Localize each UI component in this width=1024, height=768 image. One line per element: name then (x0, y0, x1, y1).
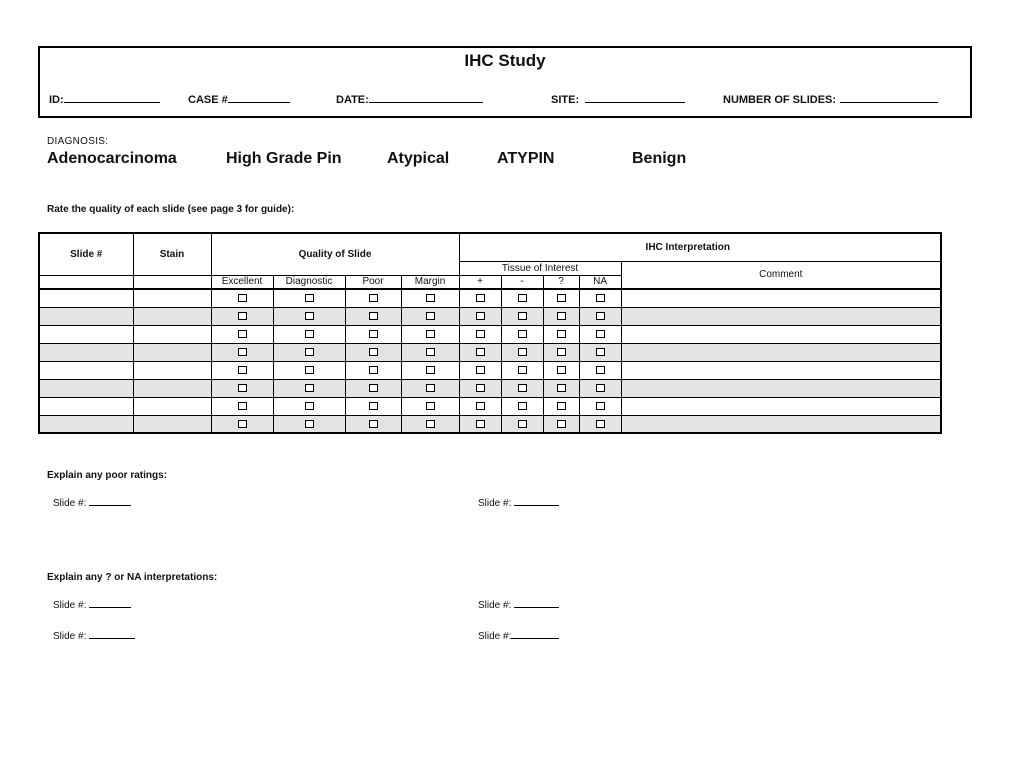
poor-cell (345, 307, 401, 325)
excellent-cell (211, 289, 273, 307)
uncertain-checkbox[interactable] (557, 366, 566, 374)
na-cell (579, 379, 621, 397)
date-field[interactable] (336, 92, 483, 106)
excellent-header: Excellent (211, 275, 273, 289)
excellent-cell (211, 397, 273, 415)
comment-cell[interactable] (621, 415, 941, 433)
stain-header: Stain (133, 233, 211, 275)
ihc-interpretation-header: IHC Interpretation (459, 233, 941, 261)
comment-cell[interactable] (621, 289, 941, 307)
na-cell (579, 415, 621, 433)
excellent-cell (211, 325, 273, 343)
negative-cell (501, 397, 543, 415)
margin-checkbox[interactable] (426, 348, 435, 356)
diagnosis-option-atypin[interactable]: ATYPIN (497, 150, 555, 167)
slide-number-cell[interactable] (39, 307, 133, 325)
case-label: CASE # (188, 94, 228, 106)
table-row (39, 415, 941, 433)
diagnostic-cell (273, 307, 345, 325)
uncertain-checkbox[interactable] (557, 330, 566, 338)
poor-checkbox[interactable] (369, 402, 378, 410)
margin-cell (401, 361, 459, 379)
case-field[interactable] (188, 92, 290, 106)
diagnostic-cell (273, 361, 345, 379)
na-cell (579, 307, 621, 325)
site-label: SITE: (551, 94, 580, 106)
margin-cell (401, 325, 459, 343)
positive-checkbox[interactable] (476, 294, 485, 302)
poor-slide-field-1[interactable] (53, 496, 131, 509)
number-of-slides-label: NUMBER OF SLIDES: (723, 94, 837, 106)
margin-cell (401, 307, 459, 325)
poor-cell (345, 397, 401, 415)
na-cell (579, 397, 621, 415)
uncertain-cell (543, 361, 579, 379)
margin-cell (401, 343, 459, 361)
stain-cell[interactable] (133, 397, 211, 415)
negative-checkbox[interactable] (518, 348, 527, 356)
na-checkbox[interactable] (596, 366, 605, 374)
slide-number-header-cont (39, 275, 133, 289)
diagnostic-checkbox[interactable] (305, 384, 314, 392)
table-row (39, 325, 941, 343)
positive-header: + (459, 275, 501, 289)
na-slide-label-2: Slide #: (478, 600, 512, 611)
na-slide-field-2[interactable] (478, 598, 559, 611)
excellent-cell (211, 343, 273, 361)
negative-cell (501, 343, 543, 361)
table-row (39, 361, 941, 379)
table-row (39, 343, 941, 361)
positive-checkbox[interactable] (476, 420, 485, 428)
stain-cell[interactable] (133, 379, 211, 397)
stain-cell[interactable] (133, 361, 211, 379)
poor-header: Poor (345, 275, 401, 289)
margin-checkbox[interactable] (426, 312, 435, 320)
positive-checkbox[interactable] (476, 348, 485, 356)
number-of-slides-field[interactable] (723, 92, 938, 106)
positive-checkbox[interactable] (476, 312, 485, 320)
margin-cell (401, 289, 459, 307)
poor-slide-field-2[interactable] (478, 496, 559, 509)
negative-checkbox[interactable] (518, 384, 527, 392)
diagnostic-checkbox[interactable] (305, 402, 314, 410)
margin-checkbox[interactable] (426, 294, 435, 302)
stain-cell[interactable] (133, 325, 211, 343)
uncertain-cell (543, 307, 579, 325)
comment-cell[interactable] (621, 379, 941, 397)
na-header: NA (579, 275, 621, 289)
margin-checkbox[interactable] (426, 330, 435, 338)
positive-checkbox[interactable] (476, 402, 485, 410)
header-box (38, 46, 972, 118)
stain-header-cont (133, 275, 211, 289)
poor-cell (345, 343, 401, 361)
excellent-checkbox[interactable] (238, 330, 247, 338)
positive-cell (459, 307, 501, 325)
uncertain-cell (543, 325, 579, 343)
rating-instruction: Rate the quality of each slide (see page 3 for guide): (47, 204, 295, 215)
margin-cell (401, 415, 459, 433)
positive-cell (459, 415, 501, 433)
tissue-of-interest-header: Tissue of Interest (459, 261, 621, 275)
excellent-checkbox[interactable] (238, 402, 247, 410)
slide-table-body (39, 289, 941, 433)
margin-header: Margin (401, 275, 459, 289)
diagnostic-checkbox[interactable] (305, 366, 314, 374)
na-slide-label-4: Slide #: (478, 631, 512, 642)
positive-cell (459, 325, 501, 343)
negative-cell (501, 361, 543, 379)
positive-cell (459, 379, 501, 397)
margin-checkbox[interactable] (426, 420, 435, 428)
margin-checkbox[interactable] (426, 402, 435, 410)
poor-checkbox[interactable] (369, 384, 378, 392)
diagnostic-checkbox[interactable] (305, 312, 314, 320)
positive-checkbox[interactable] (476, 330, 485, 338)
stain-cell[interactable] (133, 307, 211, 325)
negative-cell (501, 325, 543, 343)
positive-cell (459, 361, 501, 379)
negative-checkbox[interactable] (518, 294, 527, 302)
na-slide-field-3[interactable] (53, 629, 135, 642)
form-title: IHC Study (464, 51, 546, 70)
poor-checkbox[interactable] (369, 294, 378, 302)
positive-cell (459, 343, 501, 361)
slide-number-header: Slide # (39, 233, 133, 275)
poor-checkbox[interactable] (369, 366, 378, 374)
negative-checkbox[interactable] (518, 330, 527, 338)
comment-cell[interactable] (621, 307, 941, 325)
table-row (39, 307, 941, 325)
slide-number-cell[interactable] (39, 361, 133, 379)
na-checkbox[interactable] (596, 330, 605, 338)
table-row (39, 397, 941, 415)
negative-checkbox[interactable] (518, 312, 527, 320)
na-slide-field-4[interactable] (478, 629, 559, 642)
uncertain-cell (543, 343, 579, 361)
uncertain-checkbox[interactable] (557, 348, 566, 356)
na-cell (579, 343, 621, 361)
slide-number-cell[interactable] (39, 289, 133, 307)
na-checkbox[interactable] (596, 402, 605, 410)
positive-checkbox[interactable] (476, 384, 485, 392)
uncertain-checkbox[interactable] (557, 312, 566, 320)
na-cell (579, 289, 621, 307)
negative-header: - (501, 275, 543, 289)
slide-number-cell[interactable] (39, 343, 133, 361)
poor-checkbox[interactable] (369, 330, 378, 338)
date-label: DATE: (336, 94, 369, 106)
diagnostic-cell (273, 343, 345, 361)
slide-number-cell[interactable] (39, 415, 133, 433)
quality-of-slide-header: Quality of Slide (211, 233, 459, 275)
margin-cell (401, 397, 459, 415)
poor-cell (345, 415, 401, 433)
uncertain-checkbox[interactable] (557, 420, 566, 428)
excellent-checkbox[interactable] (238, 312, 247, 320)
diagnostic-checkbox[interactable] (305, 294, 314, 302)
na-slide-label-3: Slide #: (53, 631, 87, 642)
margin-checkbox[interactable] (426, 366, 435, 374)
uncertain-header: ? (543, 275, 579, 289)
negative-checkbox[interactable] (518, 402, 527, 410)
excellent-cell (211, 379, 273, 397)
excellent-checkbox[interactable] (238, 366, 247, 374)
slide-number-cell[interactable] (39, 325, 133, 343)
excellent-checkbox[interactable] (238, 348, 247, 356)
id-field[interactable] (49, 92, 160, 106)
na-slide-field-1[interactable] (53, 598, 131, 611)
excellent-checkbox[interactable] (238, 294, 247, 302)
comment-cell[interactable] (621, 361, 941, 379)
comment-cell[interactable] (621, 343, 941, 361)
negative-checkbox[interactable] (518, 420, 527, 428)
table-row (39, 289, 941, 307)
poor-cell (345, 361, 401, 379)
diagnostic-cell (273, 415, 345, 433)
positive-checkbox[interactable] (476, 366, 485, 374)
id-label: ID: (49, 94, 64, 106)
poor-cell (345, 289, 401, 307)
negative-cell (501, 289, 543, 307)
na-cell (579, 361, 621, 379)
slide-number-cell[interactable] (39, 379, 133, 397)
stain-cell[interactable] (133, 289, 211, 307)
uncertain-checkbox[interactable] (557, 384, 566, 392)
poor-checkbox[interactable] (369, 420, 378, 428)
na-slide-label-1: Slide #: (53, 600, 87, 611)
excellent-checkbox[interactable] (238, 384, 247, 392)
stain-cell[interactable] (133, 343, 211, 361)
diagnosis-option-high-grade-pin[interactable]: High Grade Pin (226, 150, 342, 167)
poor-ratings-heading: Explain any poor ratings: (47, 470, 168, 481)
diagnosis-label: DIAGNOSIS: (47, 136, 109, 147)
table-row (39, 379, 941, 397)
uncertain-cell (543, 289, 579, 307)
na-checkbox[interactable] (596, 420, 605, 428)
diagnostic-cell (273, 397, 345, 415)
diagnostic-checkbox[interactable] (305, 348, 314, 356)
diagnostic-cell (273, 379, 345, 397)
na-checkbox[interactable] (596, 294, 605, 302)
poor-slide-label-2: Slide #: (478, 498, 512, 509)
diagnostic-cell (273, 325, 345, 343)
negative-checkbox[interactable] (518, 366, 527, 374)
na-checkbox[interactable] (596, 348, 605, 356)
poor-cell (345, 325, 401, 343)
diagnosis-option-atypical[interactable]: Atypical (387, 150, 450, 167)
diagnostic-header: Diagnostic (273, 275, 345, 289)
poor-cell (345, 379, 401, 397)
uncertain-cell (543, 415, 579, 433)
negative-cell (501, 379, 543, 397)
negative-cell (501, 415, 543, 433)
positive-cell (459, 289, 501, 307)
uncertain-checkbox[interactable] (557, 294, 566, 302)
excellent-checkbox[interactable] (238, 420, 247, 428)
diagnosis-option-benign[interactable]: Benign (632, 150, 687, 167)
na-checkbox[interactable] (596, 312, 605, 320)
diagnostic-cell (273, 289, 345, 307)
comment-cell[interactable] (621, 325, 941, 343)
poor-slide-label-1: Slide #: (53, 498, 87, 509)
positive-cell (459, 397, 501, 415)
diagnostic-checkbox[interactable] (305, 420, 314, 428)
slide-quality-table (38, 232, 942, 434)
excellent-cell (211, 415, 273, 433)
comment-cell[interactable] (621, 397, 941, 415)
stain-cell[interactable] (133, 415, 211, 433)
poor-checkbox[interactable] (369, 348, 378, 356)
margin-checkbox[interactable] (426, 384, 435, 392)
na-cell (579, 325, 621, 343)
uncertain-checkbox[interactable] (557, 402, 566, 410)
comment-header: Comment (621, 261, 941, 289)
na-checkbox[interactable] (596, 384, 605, 392)
diagnosis-option-adenocarcinoma[interactable]: Adenocarcinoma (47, 150, 177, 167)
na-interpretations-heading: Explain any ? or NA interpretations: (47, 572, 218, 583)
uncertain-cell (543, 379, 579, 397)
poor-checkbox[interactable] (369, 312, 378, 320)
margin-cell (401, 379, 459, 397)
excellent-cell (211, 361, 273, 379)
site-field[interactable] (551, 92, 685, 106)
slide-number-cell[interactable] (39, 397, 133, 415)
negative-cell (501, 307, 543, 325)
diagnostic-checkbox[interactable] (305, 330, 314, 338)
excellent-cell (211, 307, 273, 325)
uncertain-cell (543, 397, 579, 415)
